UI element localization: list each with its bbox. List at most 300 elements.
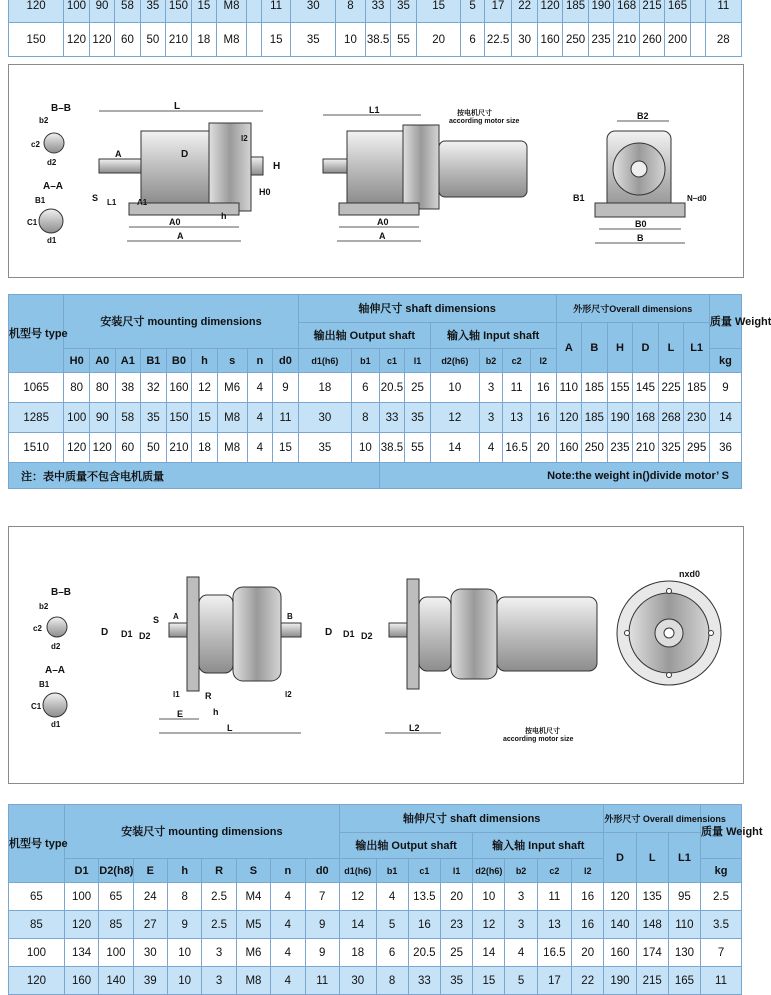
table-cell: 120 xyxy=(64,911,98,939)
section-bb-label-2: B–B xyxy=(51,587,72,598)
table-cell xyxy=(690,23,705,57)
table-cell: 10 xyxy=(336,23,366,57)
table-cell: 3 xyxy=(505,883,537,911)
flange-front-view xyxy=(617,581,721,685)
table-cell: 268 xyxy=(658,403,684,433)
table-cell: 9 xyxy=(273,373,299,403)
table-cell: 295 xyxy=(684,433,710,463)
table-cell: 100 xyxy=(64,883,98,911)
input-shaft-header: 输入轴 Input shaft xyxy=(430,323,556,349)
header-row xyxy=(9,295,742,323)
table-cell: 120 xyxy=(9,967,65,995)
d2-label-2: d2 xyxy=(51,642,61,651)
table-cell: 16 xyxy=(530,403,556,433)
overall-col-header: L xyxy=(636,833,668,883)
note-cn: 注：表中质量不包含电机质量 xyxy=(9,463,380,489)
table-cell: 65 xyxy=(99,883,133,911)
mount-col-header: d0 xyxy=(305,859,339,883)
table-cell: 27 xyxy=(133,911,167,939)
table-cell: 15 xyxy=(191,0,216,23)
table-cell: 65 xyxy=(9,883,65,911)
l2-label-2: l2 xyxy=(285,690,292,699)
reducer-front-view xyxy=(595,131,685,217)
table-cell: 10 xyxy=(352,433,380,463)
E-label: E xyxy=(177,709,184,719)
table-cell: 185 xyxy=(684,373,710,403)
table-cell: 50 xyxy=(141,433,167,463)
reducer-side-view xyxy=(99,123,263,215)
table-cell: 120 xyxy=(89,433,115,463)
table-cell: 12 xyxy=(339,883,376,911)
table-cell: 7 xyxy=(305,883,339,911)
motor-size-en-2: according motor size xyxy=(503,736,574,743)
D-label-2: D xyxy=(101,627,109,638)
table-cell: 9 xyxy=(305,939,339,967)
table-cell: 9 xyxy=(305,911,339,939)
table-cell: 20 xyxy=(530,433,556,463)
table-cell: 120 xyxy=(537,0,562,23)
weight-header: 质量 Weight xyxy=(709,295,741,349)
table-cell: 18 xyxy=(339,939,376,967)
table-cell: 6 xyxy=(461,23,484,57)
table-row xyxy=(9,403,742,433)
header-row xyxy=(9,805,742,833)
table-cell: 20 xyxy=(572,939,604,967)
table-cell: 165 xyxy=(668,967,700,995)
table-cell: 14 xyxy=(339,911,376,939)
input-col-header: l2 xyxy=(572,859,604,883)
table-cell: 80 xyxy=(89,373,115,403)
table-cell: 1065 xyxy=(9,373,64,403)
table-cell: 11 xyxy=(503,373,531,403)
l1-label-2: l1 xyxy=(173,690,180,699)
table-cell: 15 xyxy=(473,967,505,995)
table-cell: 11 xyxy=(701,967,742,995)
table-cell: 10 xyxy=(168,939,202,967)
table-cell: 190 xyxy=(604,967,636,995)
table-cell: 110 xyxy=(556,373,582,403)
table-cell: 250 xyxy=(582,433,608,463)
table-cell: 35 xyxy=(391,0,416,23)
H-label: H xyxy=(273,161,281,172)
R-label: R xyxy=(205,691,212,701)
table-cell: 30 xyxy=(339,967,376,995)
table-cell: 58 xyxy=(115,0,140,23)
overall-col-header: L1 xyxy=(684,323,710,373)
table-cell: 16 xyxy=(408,911,440,939)
table-cell: 80 xyxy=(64,373,90,403)
table-cell: 10 xyxy=(430,373,479,403)
L2-label: L2 xyxy=(409,723,420,733)
B1-front-label: B1 xyxy=(573,193,585,203)
section-bb-label: B–B xyxy=(51,103,72,114)
D2-motor-label: D2 xyxy=(361,631,373,641)
table-cell: 35 xyxy=(298,433,351,463)
shaft-header: 轴伸尺寸 shaft dimensions xyxy=(298,295,556,323)
table-cell: 55 xyxy=(391,23,416,57)
A0-label: A0 xyxy=(169,217,181,227)
table-cell: M8 xyxy=(217,23,247,57)
table-cell: 11 xyxy=(261,0,291,23)
table-cell: 9 xyxy=(709,373,741,403)
table-cell: 15 xyxy=(261,23,291,57)
table-cell: 4 xyxy=(271,939,305,967)
note-en: Note:the weight in()divide motor’ S xyxy=(379,463,741,489)
d1-label: d1 xyxy=(47,236,57,245)
A-motor-label: A xyxy=(379,231,386,241)
table-cell: 12 xyxy=(192,373,218,403)
table-row xyxy=(9,883,742,911)
output-col-header: b1 xyxy=(352,349,380,373)
table-cell: 8 xyxy=(168,883,202,911)
table-cell: 11 xyxy=(705,0,741,23)
table-cell: 20.5 xyxy=(379,373,405,403)
mount-col-header: h xyxy=(192,349,218,373)
table-cell: 28 xyxy=(705,23,741,57)
mount-col-header: A0 xyxy=(89,349,115,373)
motor-size-en: according motor size xyxy=(449,118,520,125)
output-col-header: d1(h6) xyxy=(298,349,351,373)
table-cell: 12 xyxy=(430,403,479,433)
table-cell: 120 xyxy=(89,23,114,57)
table-cell: 210 xyxy=(166,433,192,463)
table-cell: 13.5 xyxy=(408,883,440,911)
c2-label-2: c2 xyxy=(33,624,42,633)
table-cell: 14 xyxy=(430,433,479,463)
table-cell xyxy=(246,23,261,57)
shaft-section-aa xyxy=(39,209,63,233)
table-cell: 50 xyxy=(140,23,165,57)
S-label: S xyxy=(92,193,99,203)
table-cell: 130 xyxy=(668,939,700,967)
table-cell: 33 xyxy=(408,967,440,995)
table-cell: 17 xyxy=(537,967,571,995)
kg-header: kg xyxy=(701,859,742,883)
table-cell: 30 xyxy=(512,23,537,57)
table-cell: 165 xyxy=(665,0,690,23)
table-cell: 210 xyxy=(633,433,659,463)
table-cell: 134 xyxy=(64,939,98,967)
L1-label: L1 xyxy=(107,198,117,207)
overall-col-header: B xyxy=(582,323,608,373)
table-cell: 120 xyxy=(556,403,582,433)
overall-col-header: D xyxy=(604,833,636,883)
B-label-2: B xyxy=(287,612,293,621)
table-cell: 38 xyxy=(115,373,141,403)
table-cell: 7 xyxy=(701,939,742,967)
B0-label: B0 xyxy=(635,219,647,229)
B2-label: B2 xyxy=(637,111,649,121)
ndo-label: N–d0 xyxy=(687,194,707,203)
shaft-section-aa-2 xyxy=(43,693,67,717)
weight-header: 质量 Weight xyxy=(701,805,742,859)
table-cell: 16.5 xyxy=(537,939,571,967)
table-cell: 4 xyxy=(271,883,305,911)
table-cell: 15 xyxy=(416,0,461,23)
table-cell: 200 xyxy=(665,23,690,57)
table-cell: 100 xyxy=(99,939,133,967)
table-cell: 16 xyxy=(530,373,556,403)
mount-col-header: S xyxy=(236,859,270,883)
mounting-header: 安装尺寸 mounting dimensions xyxy=(64,295,298,349)
overall-col-header: D xyxy=(633,323,659,373)
table-cell: 120 xyxy=(64,433,90,463)
table-cell: 20 xyxy=(440,883,472,911)
table-cell: 30 xyxy=(133,939,167,967)
table-cell: 35 xyxy=(140,0,165,23)
mount-col-header: d0 xyxy=(273,349,299,373)
table-cell: 39 xyxy=(133,967,167,995)
D-motor-label: D xyxy=(325,627,333,638)
table-cell: 60 xyxy=(115,23,140,57)
table-cell: 2.5 xyxy=(202,883,236,911)
table-cell: 160 xyxy=(64,967,98,995)
table-cell: 18 xyxy=(298,373,351,403)
overall-header: 外形尺寸 Overall dimensions xyxy=(604,805,701,833)
h-label-2: h xyxy=(213,707,219,717)
table-cell: 5 xyxy=(505,967,537,995)
table-cell xyxy=(690,0,705,23)
table-cell: 140 xyxy=(99,967,133,995)
section-aa-label-2: A–A xyxy=(45,665,66,676)
table-cell: 225 xyxy=(658,373,684,403)
table-cell: 16.5 xyxy=(503,433,531,463)
h-label: h xyxy=(221,211,227,221)
input-shaft-header: 输入轴 Input shaft xyxy=(473,833,604,859)
table-cell: 3 xyxy=(505,911,537,939)
table-cell: 235 xyxy=(607,433,633,463)
table-cell: 210 xyxy=(614,23,639,57)
table-cell: 174 xyxy=(636,939,668,967)
overall-header: 外形尺寸Overall dimensions xyxy=(556,295,709,323)
table-cell: 25 xyxy=(440,939,472,967)
S-label-2: S xyxy=(153,615,160,625)
table-cell: 35 xyxy=(291,23,336,57)
b2-label-2: b2 xyxy=(39,602,49,611)
overall-col-header: L1 xyxy=(668,833,700,883)
table-cell: 90 xyxy=(89,0,114,23)
table-cell: 100 xyxy=(64,0,89,23)
output-col-header: l1 xyxy=(440,859,472,883)
drawing-panel-foot-mount xyxy=(8,64,744,278)
reducer-motor-side-view xyxy=(323,125,527,215)
motor-size-cn: 按电机尺寸 xyxy=(457,110,492,117)
table-cell: 3.5 xyxy=(701,911,742,939)
table-cell: 16 xyxy=(572,883,604,911)
table-cell: 168 xyxy=(614,0,639,23)
l2-label: l2 xyxy=(241,134,248,143)
table-cell: 20.5 xyxy=(408,939,440,967)
table-cell: 100 xyxy=(64,403,90,433)
table-cell: 95 xyxy=(668,883,700,911)
table-cell: 2.5 xyxy=(701,883,742,911)
table-cell: 30 xyxy=(298,403,351,433)
table-cell: 2.5 xyxy=(202,911,236,939)
table-cell: 250 xyxy=(563,23,588,57)
table-cell: 90 xyxy=(89,403,115,433)
table-cell: 4 xyxy=(271,911,305,939)
table-cell: 120 xyxy=(64,23,89,57)
foot-mount-spec-table xyxy=(8,294,771,489)
D2-label: D2 xyxy=(139,631,151,641)
table-cell: M8 xyxy=(217,0,247,23)
mount-col-header: A1 xyxy=(115,349,141,373)
table-cell: 4 xyxy=(247,403,273,433)
table-cell: 6 xyxy=(376,939,408,967)
table-cell: 11 xyxy=(273,403,299,433)
table-cell: 10 xyxy=(473,883,505,911)
table-cell xyxy=(246,0,261,23)
table-row xyxy=(9,939,742,967)
table-cell: 235 xyxy=(588,23,613,57)
table-cell: 60 xyxy=(115,433,141,463)
input-col-header: d2(h6) xyxy=(430,349,479,373)
table-cell: 20 xyxy=(416,23,461,57)
kg-header: kg xyxy=(709,349,741,373)
table-cell: 10 xyxy=(168,967,202,995)
A-label-3: A xyxy=(173,612,179,621)
table-cell: 5 xyxy=(376,911,408,939)
table-cell: 215 xyxy=(636,967,668,995)
output-shaft-header: 输出轴 Output shaft xyxy=(339,833,472,859)
table-cell: 100 xyxy=(9,939,65,967)
table-cell: 30 xyxy=(291,0,336,23)
table-cell: 22 xyxy=(512,0,537,23)
table-cell: 4 xyxy=(247,373,273,403)
table-cell: 145 xyxy=(633,373,659,403)
table-cell: 4 xyxy=(271,967,305,995)
table-cell: 1510 xyxy=(9,433,64,463)
table-cell: 160 xyxy=(537,23,562,57)
mount-col-header: n xyxy=(271,859,305,883)
input-col-header: d2(h6) xyxy=(473,859,505,883)
table-cell: 185 xyxy=(563,0,588,23)
table-cell: 8 xyxy=(336,0,366,23)
mount-col-header: D1 xyxy=(64,859,98,883)
table-cell: 4 xyxy=(479,433,502,463)
flange-reducer-side-view xyxy=(169,577,301,691)
table-row xyxy=(9,373,742,403)
output-shaft-header: 输出轴 Output shaft xyxy=(298,323,430,349)
table-cell: 8 xyxy=(352,403,380,433)
table-cell: 3 xyxy=(202,939,236,967)
mount-col-header: n xyxy=(247,349,273,373)
overall-col-header: L xyxy=(658,323,684,373)
c1-label-2: C1 xyxy=(31,702,42,711)
table-cell: 155 xyxy=(607,373,633,403)
mount-col-header: s xyxy=(217,349,247,373)
table-cell: M4 xyxy=(236,883,270,911)
table-cell: 55 xyxy=(405,433,431,463)
input-col-header: l2 xyxy=(530,349,556,373)
table-cell: 120 xyxy=(9,0,64,23)
note-row xyxy=(9,463,742,489)
input-col-header: b2 xyxy=(505,859,537,883)
table-cell: 4 xyxy=(376,883,408,911)
table-row xyxy=(9,0,742,23)
shaft-section-bb-2 xyxy=(47,617,67,637)
mount-col-header: D2(h8) xyxy=(99,859,133,883)
nxdo-label: nxd0 xyxy=(679,569,701,579)
table-cell: 150 xyxy=(166,0,191,23)
table-cell: 11 xyxy=(305,967,339,995)
b1-label: B1 xyxy=(35,196,46,205)
table-cell: 325 xyxy=(658,433,684,463)
flange-mount-spec-table xyxy=(8,804,763,995)
table-cell: 35 xyxy=(405,403,431,433)
table-cell: 120 xyxy=(604,883,636,911)
shaft-header: 轴伸尺寸 shaft dimensions xyxy=(339,805,603,833)
table-cell: 36 xyxy=(709,433,741,463)
table-cell: 190 xyxy=(588,0,613,23)
table-cell: 24 xyxy=(133,883,167,911)
c1-label: C1 xyxy=(27,218,38,227)
table-cell: 190 xyxy=(607,403,633,433)
table-cell: 135 xyxy=(636,883,668,911)
table-cell: 150 xyxy=(166,403,192,433)
A-label-1: A xyxy=(115,149,122,159)
mount-col-header: R xyxy=(202,859,236,883)
table-cell: 32 xyxy=(141,373,167,403)
table-cell: 25 xyxy=(405,373,431,403)
table-row xyxy=(9,911,742,939)
c2-label: c2 xyxy=(31,140,40,149)
table-cell: 260 xyxy=(639,23,664,57)
mounting-header: 安装尺寸 mounting dimensions xyxy=(64,805,339,859)
table-cell: 17 xyxy=(484,0,512,23)
table-cell: 110 xyxy=(668,911,700,939)
L-label-2: L xyxy=(227,723,233,733)
table-cell: 12 xyxy=(473,911,505,939)
table-cell: 22.5 xyxy=(484,23,512,57)
overall-col-header: H xyxy=(607,323,633,373)
A1-label: A1 xyxy=(137,198,148,207)
table-cell: 13 xyxy=(537,911,571,939)
table-cell: M6 xyxy=(217,373,247,403)
table-cell: 3 xyxy=(479,403,502,433)
table-cell: 168 xyxy=(633,403,659,433)
d2-label: d2 xyxy=(47,158,57,167)
flange-reducer-motor-side-view xyxy=(389,579,597,689)
table-cell: 22 xyxy=(572,967,604,995)
A0-motor-label: A0 xyxy=(377,217,389,227)
input-col-header: c2 xyxy=(537,859,571,883)
table-cell: 35 xyxy=(440,967,472,995)
shaft-section-bb xyxy=(44,133,64,153)
table-cell: 160 xyxy=(604,939,636,967)
H0-label: H0 xyxy=(259,187,271,197)
table-cell: 35 xyxy=(141,403,167,433)
output-col-header: c1 xyxy=(408,859,440,883)
table-cell: 14 xyxy=(473,939,505,967)
table-cell: 4 xyxy=(505,939,537,967)
mount-col-header: h xyxy=(168,859,202,883)
table-cell: 38.5 xyxy=(379,433,405,463)
table-cell: M8 xyxy=(217,403,247,433)
table-cell: 85 xyxy=(99,911,133,939)
table-cell: 16 xyxy=(572,911,604,939)
table-cell: 33 xyxy=(365,0,390,23)
D1-motor-label: D1 xyxy=(343,629,355,639)
A-label-2: A xyxy=(177,231,184,241)
overall-col-header: A xyxy=(556,323,582,373)
L-label: L xyxy=(174,101,181,112)
table-row xyxy=(9,967,742,995)
output-col-header: c1 xyxy=(379,349,405,373)
table-cell: 210 xyxy=(166,23,191,57)
table-cell: 18 xyxy=(191,23,216,57)
table-cell: 8 xyxy=(376,967,408,995)
